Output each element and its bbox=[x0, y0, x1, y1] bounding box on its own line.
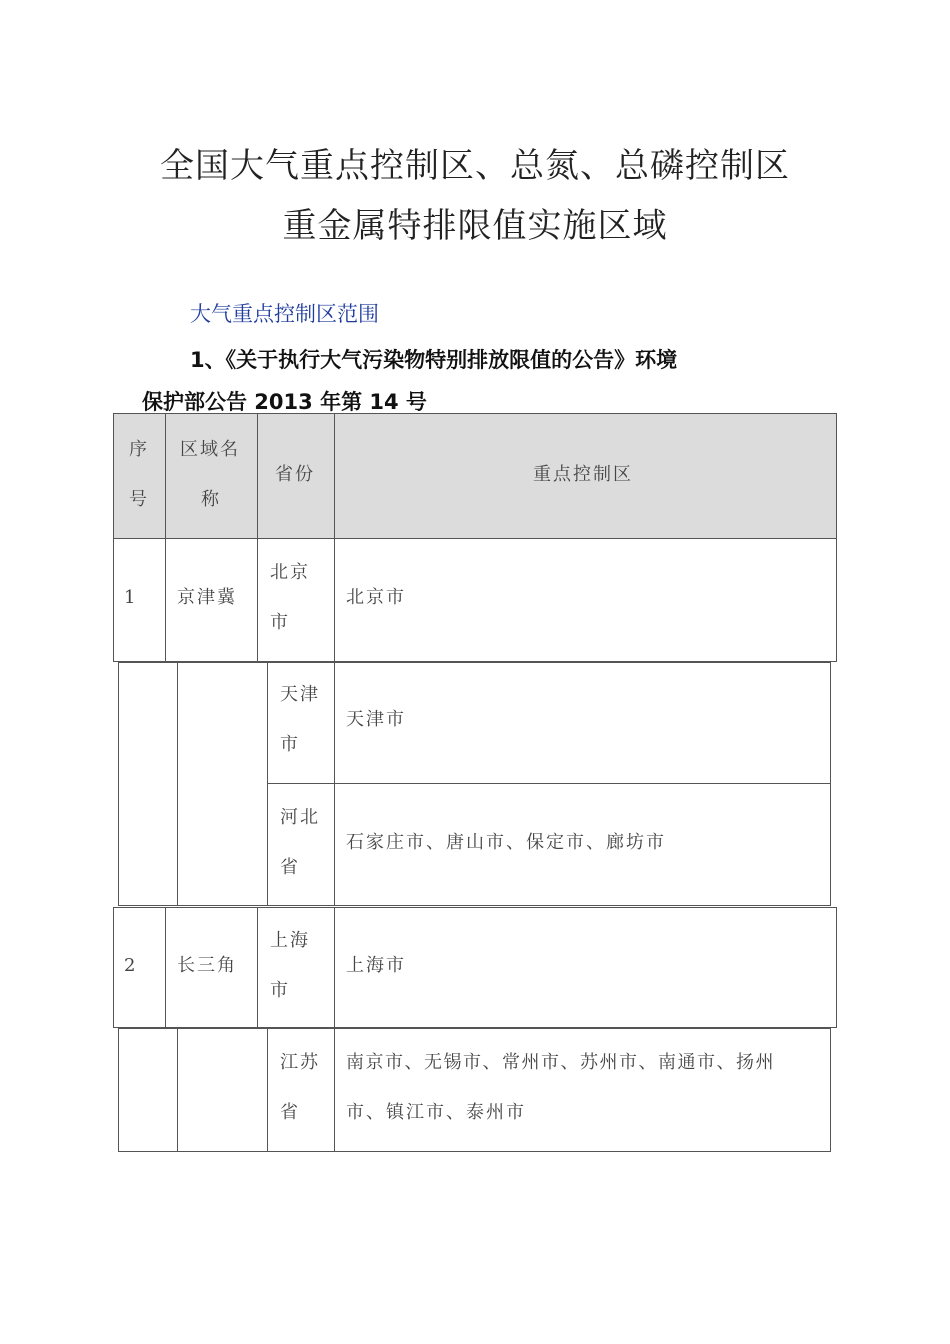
header-region-line-1: 区域名 bbox=[180, 439, 240, 460]
document-title-line-2: 重金属特排限值实施区域 bbox=[282, 206, 668, 246]
header-no-line-2: 号 bbox=[129, 489, 149, 510]
row-1-zone: 北京市 bbox=[346, 587, 406, 608]
document-title-line-1: 全国大气重点控制区、总氮、总磷控制区 bbox=[160, 146, 790, 186]
header-region-line-2: 称 bbox=[201, 489, 221, 510]
column-divider bbox=[257, 907, 258, 1028]
header-key-control-zone: 重点控制区 bbox=[533, 464, 633, 485]
header-no-line-1: 序 bbox=[129, 439, 149, 460]
column-divider bbox=[334, 1028, 335, 1152]
row-1-province-line-2: 市 bbox=[270, 612, 290, 633]
row-1-no: 1 bbox=[124, 587, 138, 608]
row-1-province-line-1: 北京 bbox=[270, 562, 310, 583]
notice-reference-line-1: 1、《关于执行大气污染物特别排放限值的公告》环境 bbox=[190, 348, 678, 372]
column-divider bbox=[267, 1028, 268, 1152]
row-4-region: 长三角 bbox=[177, 955, 237, 976]
row-3-province-line-2: 省 bbox=[280, 857, 300, 878]
table-segment-2-border bbox=[118, 662, 831, 906]
header-province: 省份 bbox=[275, 464, 315, 485]
column-divider bbox=[334, 907, 335, 1028]
column-divider bbox=[177, 1028, 178, 1152]
column-divider bbox=[334, 662, 335, 906]
row-5-zone-line-1: 南京市、无锡市、常州市、苏州市、南通市、扬州 bbox=[346, 1052, 775, 1073]
notice-reference-line-2: 保护部公告 2013 年第 14 号 bbox=[142, 390, 427, 414]
row-2-zone: 天津市 bbox=[346, 709, 406, 730]
header-divider bbox=[113, 538, 837, 539]
row-4-zone: 上海市 bbox=[346, 955, 406, 976]
column-divider bbox=[257, 413, 258, 662]
row-4-no: 2 bbox=[124, 955, 138, 976]
column-divider bbox=[334, 413, 335, 662]
section-heading: 大气重点控制区范围 bbox=[190, 302, 379, 326]
row-4-province-line-1: 上海 bbox=[270, 930, 310, 951]
row-4-province-line-2: 市 bbox=[270, 980, 290, 1001]
row-2-province-line-2: 市 bbox=[280, 734, 300, 755]
row-3-province-line-1: 河北 bbox=[280, 807, 320, 828]
column-divider bbox=[177, 662, 178, 906]
column-divider bbox=[165, 413, 166, 662]
column-divider bbox=[165, 907, 166, 1028]
column-divider bbox=[267, 662, 268, 906]
row-5-province-line-2: 省 bbox=[280, 1102, 300, 1123]
row-5-zone-line-2: 市、镇江市、泰州市 bbox=[346, 1102, 526, 1123]
row-2-province-line-1: 天津 bbox=[280, 684, 320, 705]
row-divider bbox=[267, 783, 831, 784]
row-3-zone: 石家庄市、唐山市、保定市、廊坊市 bbox=[346, 832, 666, 853]
row-1-region: 京津冀 bbox=[177, 587, 237, 608]
row-5-province-line-1: 江苏 bbox=[280, 1052, 320, 1073]
